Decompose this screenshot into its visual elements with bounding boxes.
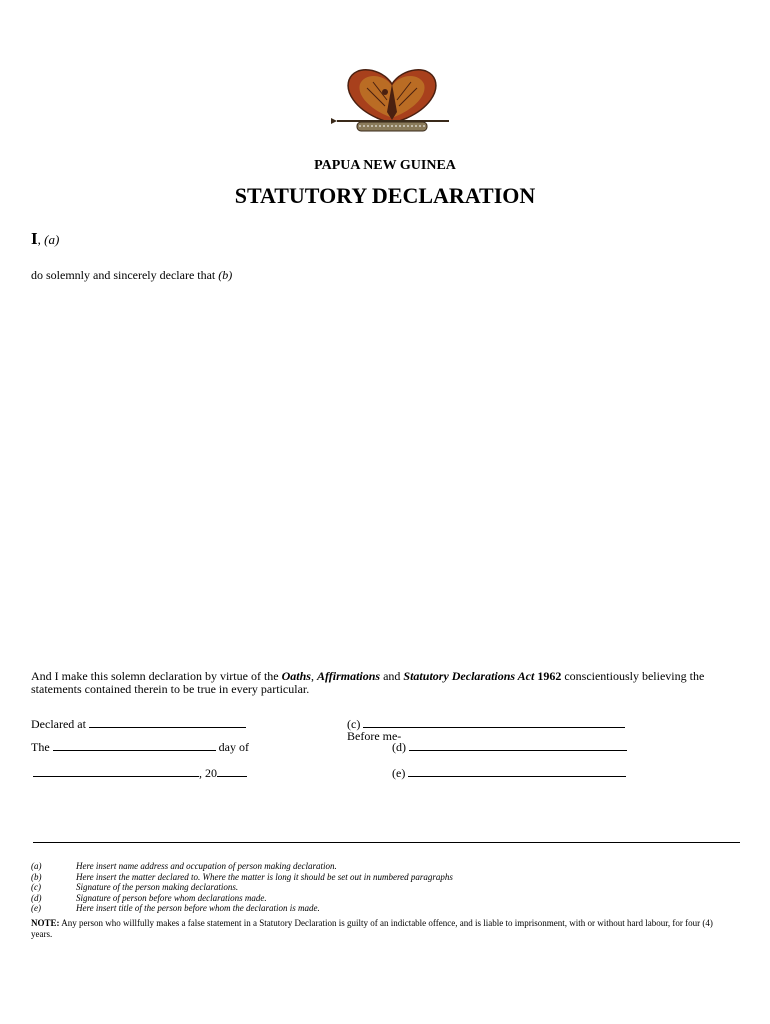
bird-of-paradise-icon	[348, 70, 436, 124]
act-oaths: Oaths	[281, 669, 311, 683]
declarant-signature-field[interactable]	[363, 717, 625, 728]
month-field[interactable]	[33, 766, 199, 777]
year-prefix: , 20	[199, 766, 217, 780]
act-text-1: And I make this solemn declaration by virtue of the	[31, 669, 282, 683]
note-label: NOTE:	[31, 918, 60, 928]
footnote-b: (b) Here insert the matter declared to. Where the matter is long it should be set out in numbered paragraphs	[31, 871, 453, 882]
act-paragraph	[31, 670, 743, 696]
marker-c: (c)	[347, 717, 361, 731]
marker-b: (b)	[218, 268, 233, 282]
country-heading: PAPUA NEW GUINEA	[314, 158, 456, 173]
pronoun-i: I	[31, 229, 38, 248]
day-field[interactable]	[53, 740, 216, 751]
footnote-d: (d) Signature of person before whom declarations made.	[31, 892, 267, 903]
declared-at-row	[31, 717, 246, 732]
act-name: Statutory Declarations Act	[403, 669, 535, 683]
act-affirmations: Affirmations	[316, 669, 381, 683]
year-field[interactable]	[217, 766, 247, 777]
marker-a: (a)	[44, 232, 60, 247]
before-me-label: Before me-	[347, 729, 402, 743]
declare-text: do solemnly and sincerely declare that	[31, 268, 216, 282]
footnote-a: (a) Here insert name address and occupation of person making declaration.	[31, 861, 337, 871]
footnote-e: (e) Here insert title of the person before whom the declaration is made.	[31, 903, 320, 913]
witness-signature-field[interactable]	[409, 740, 627, 751]
declared-at-field[interactable]	[89, 717, 246, 728]
note-text: Any person who willfully makes a false statement in a Statutory Declaration is guilty of an indictable offence, and is liable to imprisonment, with or without hard labour, for four (4) years.	[31, 918, 713, 939]
document-title: STATUTORY DECLARATION	[234, 183, 536, 208]
divider	[33, 842, 740, 843]
day-row	[31, 740, 249, 755]
year-row	[33, 766, 247, 781]
comma: ,	[37, 232, 41, 247]
marker-d: (d)	[392, 740, 406, 754]
act-sep-1: ,	[310, 669, 317, 683]
declarant-line	[31, 229, 59, 249]
the-label: The	[31, 740, 50, 754]
act-text-2: conscientiously believing the statements contained therein to be true in every particular.	[31, 669, 705, 696]
footnote-c: (c) Signature of the person making declarations.	[31, 882, 239, 892]
legal-note	[31, 918, 731, 940]
act-year: 1962	[534, 669, 562, 683]
day-of-label: day of	[218, 740, 249, 754]
declared-at-label: Declared at	[31, 717, 86, 731]
signature-d-row	[392, 740, 627, 755]
marker-e: (e)	[392, 766, 406, 780]
declaration-line	[31, 268, 232, 283]
footnotes	[31, 861, 453, 914]
title-e-row	[392, 766, 626, 781]
act-sep-2: and	[380, 669, 404, 683]
witness-title-field[interactable]	[408, 766, 626, 777]
national-emblem	[327, 62, 457, 140]
